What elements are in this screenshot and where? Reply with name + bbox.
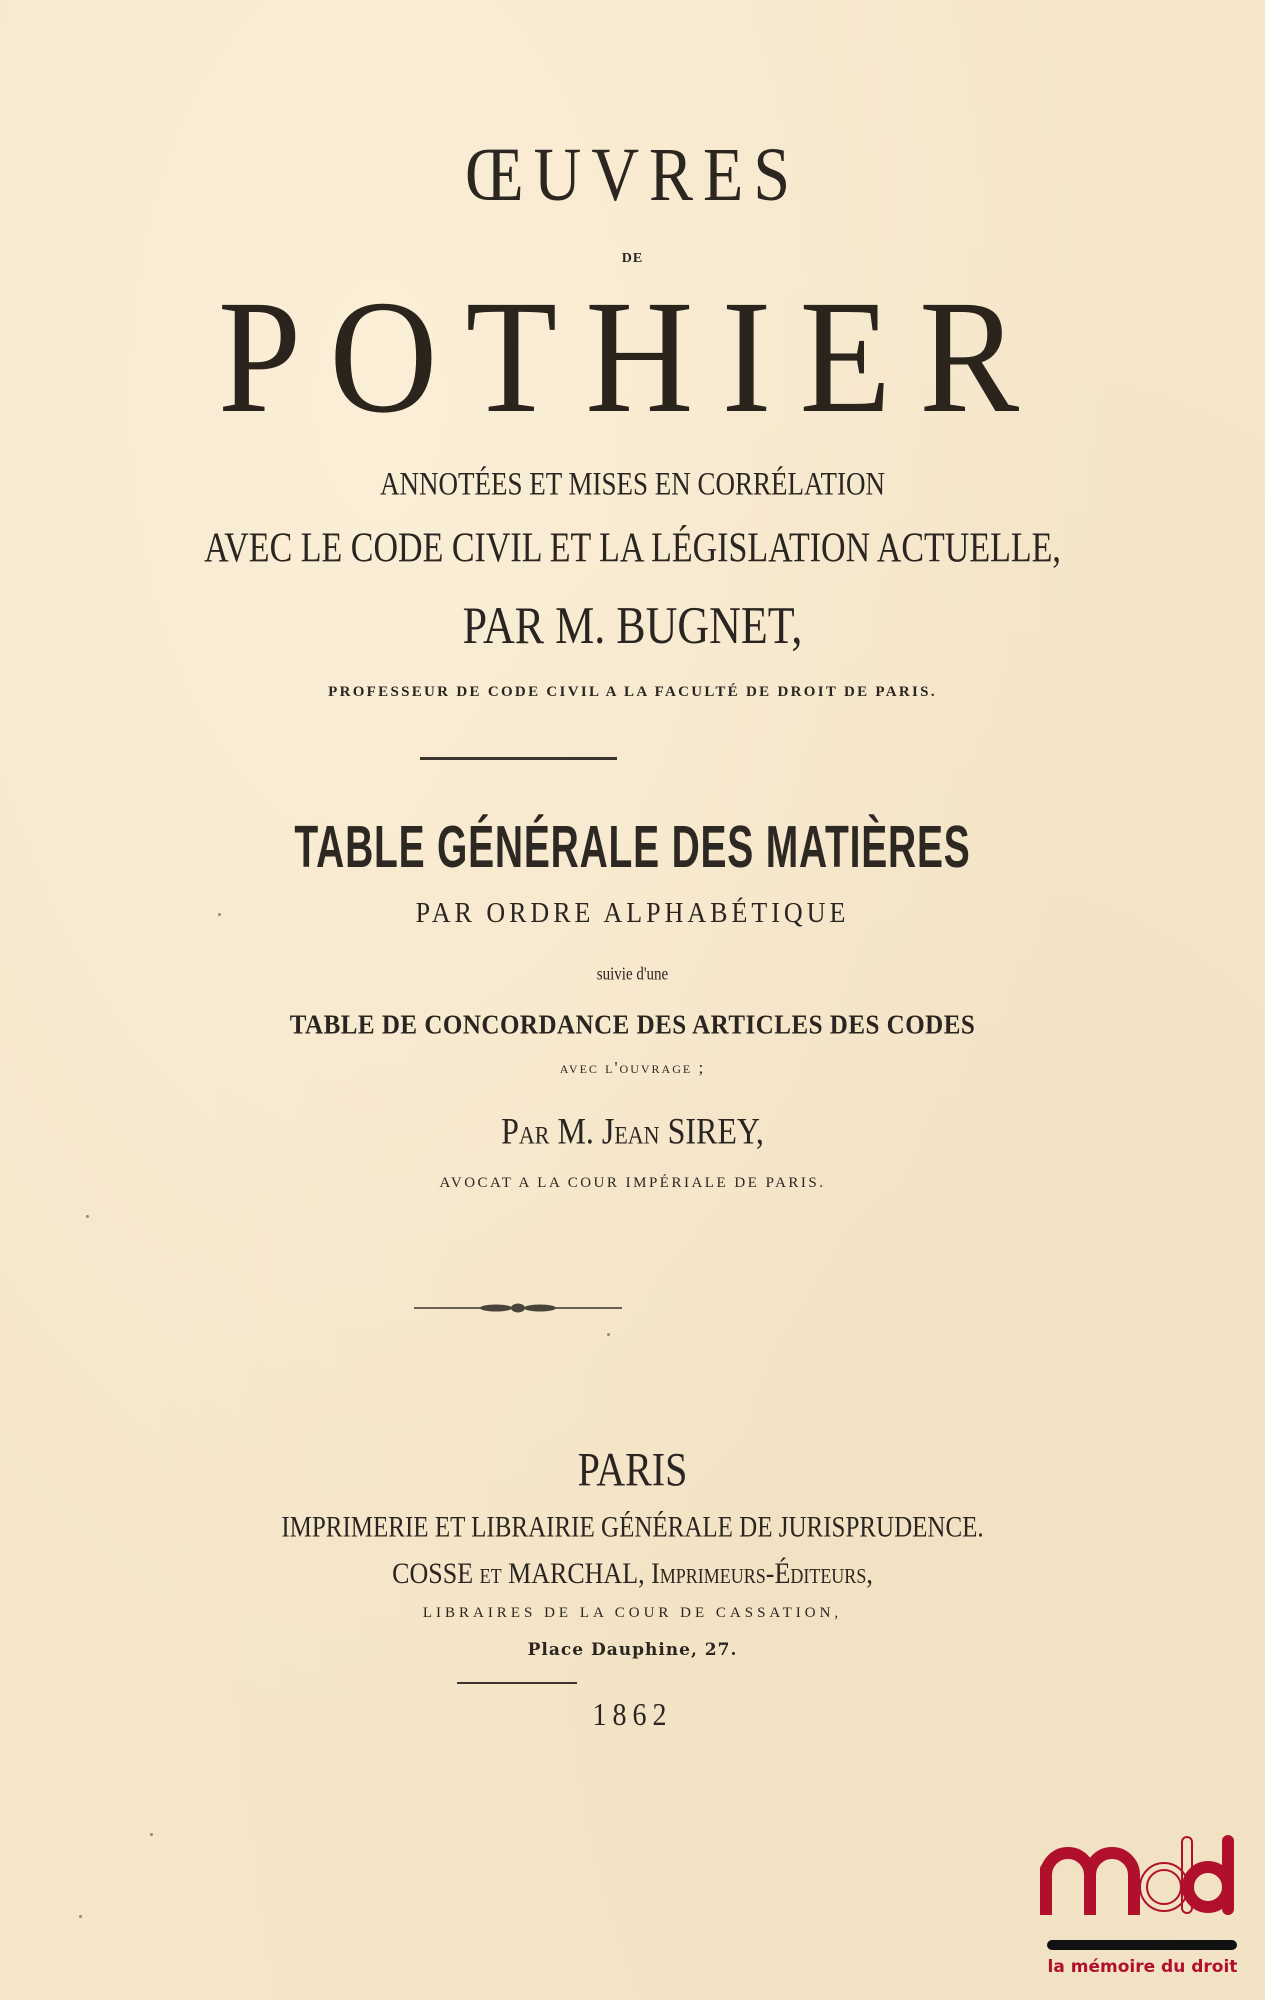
logo-tagline: la mémoire du droit — [1047, 1957, 1238, 1977]
imprint-year: 1862 — [592, 1697, 673, 1734]
ornament-divider-icon — [414, 1300, 622, 1316]
volume-subtitle: PAR ORDRE ALPHABÉTIQUE — [415, 896, 850, 929]
imprint-address: Place Dauphine, 27. — [527, 1640, 738, 1660]
logo-bar — [1047, 1940, 1237, 1950]
imprint-publishers: COSSE et MARCHAL, Imprimeurs-Éditeurs, — [392, 1556, 873, 1591]
compiler-title: AVOCAT A LA COUR IMPÉRIALE DE PARIS. — [439, 1175, 826, 1191]
followed-by: suivie d'une — [596, 965, 669, 985]
mdd-logo — [1035, 1835, 1250, 1985]
compiler-name: Par M. Jean SIREY, — [501, 1110, 764, 1152]
annotation-line-2: AVEC LE CODE CIVIL ET LA LÉGISLATION ACTUELLE, — [204, 525, 1061, 572]
imprint-press: IMPRIMERIE ET LIBRAIRIE GÉNÉRALE DE JURISPRUDENCE. — [281, 1511, 984, 1544]
divider-rule — [420, 757, 617, 760]
paper-speck — [607, 1333, 610, 1336]
connector-de: DE — [621, 251, 644, 266]
imprint-city: PARIS — [577, 1442, 688, 1497]
year-rule — [457, 1682, 577, 1684]
concordance-subtitle: avec l'ouvrage ; — [559, 1058, 706, 1077]
editor-name: PAR M. BUGNET, — [462, 596, 803, 655]
mdd-logo-mark-icon — [1040, 1835, 1240, 1915]
author-name: POTHIER — [217, 267, 1048, 447]
concordance-title: TABLE DE CONCORDANCE DES ARTICLES DES CODES — [289, 1010, 976, 1041]
editor-title: PROFESSEUR DE CODE CIVIL A LA FACULTÉ DE DROIT DE PARIS. — [328, 684, 937, 700]
paper-speck — [150, 1833, 153, 1836]
volume-title: TABLE GÉNÉRALE DES MATIÈRES — [294, 813, 971, 881]
paper-speck — [218, 913, 221, 916]
annotation-line-1: ANNOTÉES ET MISES EN CORRÉLATION — [380, 465, 885, 502]
series-title: ŒUVRES — [464, 133, 801, 218]
imprint-publishers-role: LIBRAIRES DE LA COUR DE CASSATION, — [422, 1605, 843, 1621]
paper-speck — [79, 1915, 82, 1918]
paper-speck — [86, 1215, 89, 1218]
